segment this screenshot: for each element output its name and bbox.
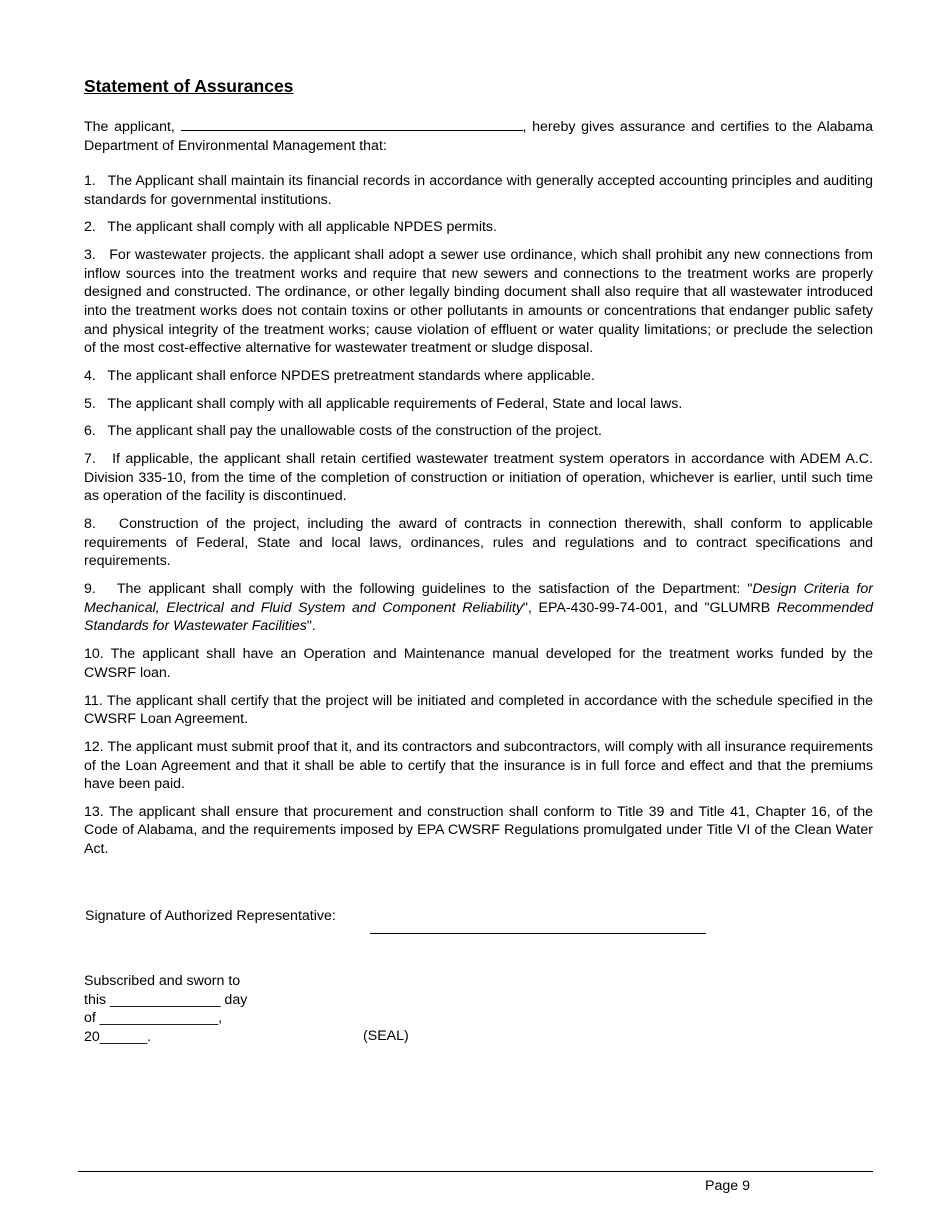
item-text: The applicant shall enforce NPDES pretreatment standards where applicable. xyxy=(107,367,595,384)
item-text-part: ". xyxy=(306,618,316,635)
signature-label: Signature of Authorized Representative: xyxy=(85,908,336,924)
notary-line: of _______________, xyxy=(84,1010,223,1027)
list-item xyxy=(84,692,873,729)
item-number: 13. xyxy=(84,803,104,820)
item-number: 12. xyxy=(84,738,104,755)
assurance-list xyxy=(84,172,873,868)
seal-label: (SEAL) xyxy=(363,1028,409,1044)
intro-paragraph xyxy=(84,116,873,155)
item-number: 6. xyxy=(84,423,96,440)
item-number: 9. xyxy=(84,581,96,598)
item-number: 11. xyxy=(84,692,103,709)
signature-line[interactable] xyxy=(370,933,706,934)
list-item xyxy=(84,367,873,386)
item-text: The applicant shall certify that the project will be initiated and completed in accordance with the schedule specified in the CWSRF Loan Agreement. xyxy=(84,692,874,728)
item-number: 8. xyxy=(84,516,96,533)
list-item xyxy=(84,738,873,794)
item-number: 2. xyxy=(84,219,96,236)
list-item xyxy=(84,218,873,237)
list-item xyxy=(84,246,873,358)
applicant-name-blank[interactable] xyxy=(181,116,523,131)
item-number: 5. xyxy=(84,395,96,412)
list-item xyxy=(84,803,873,859)
guideline-title: Recommended Standards for Wastewater Facilities xyxy=(84,599,874,635)
notary-block xyxy=(84,972,247,1046)
notary-line: this ______________ day xyxy=(84,991,248,1008)
list-item xyxy=(84,450,873,506)
item-text: The applicant shall have an Operation and Maintenance manual developed for the treatment works funded by the CWSRF loan. xyxy=(84,646,873,681)
guideline-title: Design Criteria for Mechanical, Electrical and Fluid System and Component Reliability xyxy=(84,581,873,616)
item-text: The applicant shall pay the unallowable costs of the construction of the project. xyxy=(107,423,602,440)
item-number: 7. xyxy=(84,451,96,468)
notary-line: Subscribed and sworn to xyxy=(84,973,241,989)
list-item xyxy=(84,172,873,209)
item-number: 10. xyxy=(84,646,104,663)
list-item xyxy=(84,515,873,571)
item-text-part: The applicant shall comply with the following guidelines to the satisfaction of the Department: " xyxy=(116,581,753,598)
list-item-guidelines xyxy=(84,580,873,636)
item-text: For wastewater projects. the applicant shall adopt a sewer use ordinance, which shall prohibit any new connections from inflow sources into the treatment works and require that new sewers and connections to the treatment works are properly designed and constructed. The ordinance, or other legally binding document shall also require that all wastewater introduced into the treatment works does not contain toxins or other pollutants in amounts or concentrations that endanger public safety and physical integrity of the treatment works; cause violation of effluent or water quality limitations; or preclude the selection of the most cost-effective alternative for wastewater treatment or sludge disposal. xyxy=(84,247,873,357)
list-item xyxy=(84,395,873,414)
item-number: 1. xyxy=(84,173,96,189)
item-text-part: ", EPA-430-99-74-001, and "GLUMRB xyxy=(522,599,777,616)
item-text: The Applicant shall maintain its financial records in accordance with generally accepted accounting principles and auditing standards for governmental institutions. xyxy=(84,173,873,208)
item-number: 3. xyxy=(84,247,96,264)
list-item xyxy=(84,645,873,682)
item-text: Construction of the project, including the award of contracts in connection therewith, shall conform to applicable requirements of Federal, State and local laws, ordinances, rules and regulations and to contract specifications and requirements. xyxy=(84,516,873,570)
item-text: The applicant shall comply with all applicable NPDES permits. xyxy=(107,219,497,236)
item-text: The applicant shall ensure that procurement and construction shall conform to Title 39 and Title 41, Chapter 16, of the Code of Alabama, and the requirements imposed by EPA CWSRF Regulations promulgated under Title VI of the Clean Water Act. xyxy=(84,803,874,858)
footer-divider xyxy=(78,1171,873,1172)
document-title: Statement of Assurances xyxy=(84,76,294,96)
page-number: Page 9 xyxy=(705,1178,750,1194)
notary-line: 20______. xyxy=(84,1028,152,1045)
item-text: If applicable, the applicant shall retain certified wastewater treatment system operators in accordance with ADEM A.C. Division 335-10, from the time of the completion of construction or initiation of operation, whichever is earlier, until such time as operation of the facility is discontinued. xyxy=(84,451,873,505)
intro-prefix: The applicant, xyxy=(84,119,175,135)
item-text: The applicant must submit proof that it, and its contractors and subcontractors, will comply with all insurance requirements of the Loan Agreement and that it shall be able to certify that the insurance is in full force and effect and that the premiums have been paid. xyxy=(84,738,873,793)
intro-suffix: , hereby gives assurance and certifies to the Alabama Department of Environmental Management that: xyxy=(84,119,873,154)
list-item xyxy=(84,422,873,441)
item-text: The applicant shall comply with all applicable requirements of Federal, State and local laws. xyxy=(107,395,683,412)
item-number: 4. xyxy=(84,367,96,384)
